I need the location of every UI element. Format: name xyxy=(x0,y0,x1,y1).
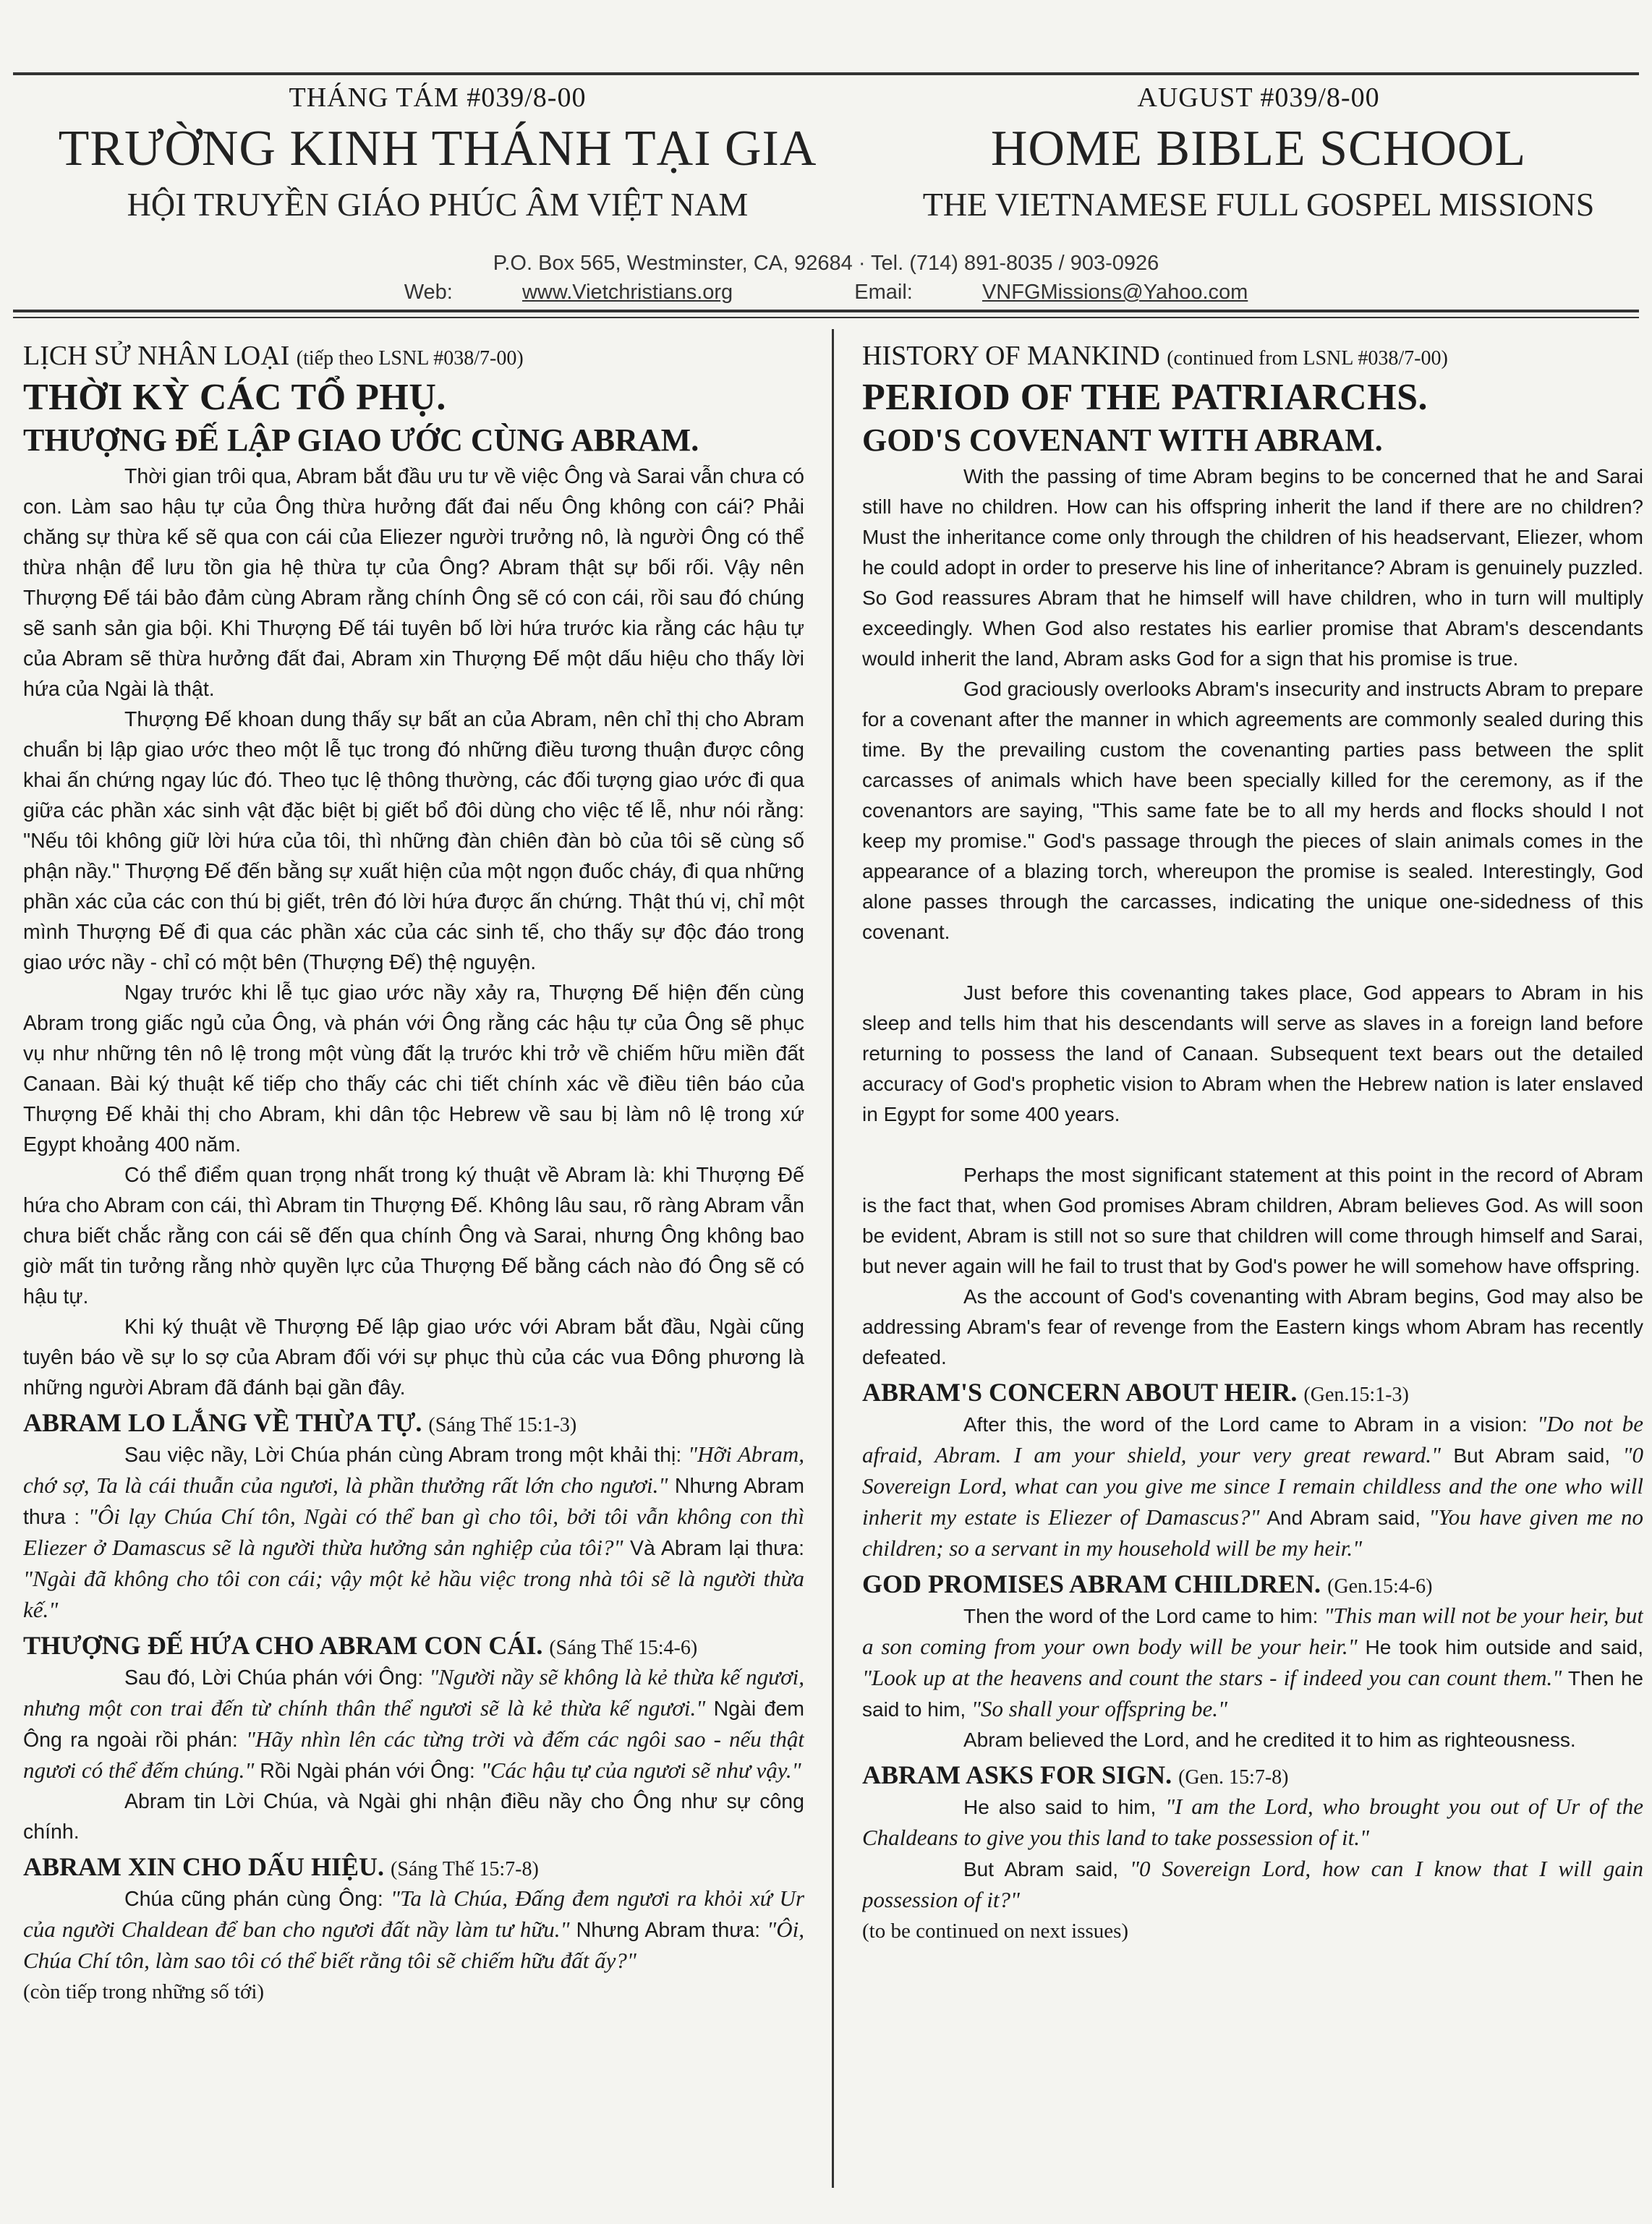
section-ref-en-1: (Gen.15:1-3) xyxy=(1303,1384,1409,1406)
series-note-vi: (tiếp theo LSNL #038/7-00) xyxy=(296,347,524,370)
section-text-en-2 xyxy=(862,1601,1643,1725)
quote-part: "Người nầy sẽ không là kẻ thừa kế ngươi, nhưng một con trai đến từ chính thân thể ngươi sẽ là kẻ thừa kế ngươi." xyxy=(23,1664,804,1721)
section-heading-en-1 xyxy=(862,1377,1643,1407)
text-part: Nhưng Abram thưa : xyxy=(23,1475,804,1529)
text-part: After this, the word of the Lord came to Abram in a vision: xyxy=(963,1413,1538,1436)
top-rule xyxy=(13,72,1639,75)
period-heading-vi: THỜI KỲ CÁC TỔ PHỤ. xyxy=(23,377,446,418)
school-title-vi: TRƯỜNG KINH THÁNH TẠI GIA xyxy=(58,121,817,176)
school-title-en: HOME BIBLE SCHOOL xyxy=(990,121,1527,176)
text-part: And Abram said, xyxy=(1259,1507,1429,1529)
quote-part: "Ôi, Chúa Chí tôn, làm sao tôi có thể biết rằng tôi sẽ chiếm hữu đất ấy?" xyxy=(23,1917,804,1973)
section-ref-vi-3: (Sáng Thế 15:7-8) xyxy=(391,1858,539,1880)
section-title-vi-1: ABRAM LO LẮNG VỀ THỪA TỰ. xyxy=(23,1408,422,1437)
series-title-en: HISTORY OF MANKIND xyxy=(862,341,1160,371)
quote-part: "0 Sovereign Lord, what can you give me since I remain childless and the one who will inherit my estate is Eliezer of Damascus?" xyxy=(862,1442,1643,1530)
section-ref-en-3: (Gen. 15:7-8) xyxy=(1178,1766,1289,1789)
section-title-en-1: ABRAM'S CONCERN ABOUT HEIR. xyxy=(862,1378,1298,1407)
text-part: He took him outside and said, xyxy=(1357,1636,1643,1658)
paragraph-vi-4: Có thể điểm quan trọng nhất trong ký thuật về Abram là: khi Thượng Đế hứa cho Abram con cái, thì Abram tin Thượng Đế. Không lâu sau, rõ ràng Abram vẫn chưa biết chắc rằng con cái sẽ đến qua chính Ông và Sarai, nhưng Ông không bao giờ mất tin tưởng rằng nhờ quyền lực của Thượng Đế bằng cách nào đó Ông sẽ có hậu tự. xyxy=(23,1164,804,1308)
section-text-vi-1 xyxy=(23,1439,804,1626)
quote-part: "Ôi lạy Chúa Chí tôn, Ngài có thể ban gì cho tôi, bởi tôi vẫn không con thì Eliezer ở Damascus sẽ là người thừa hưởng sản nghiệp của tôi?" xyxy=(23,1504,804,1560)
quote-part: "Hãy nhìn lên các từng trời và đếm các ngôi sao - nếu thật ngươi có thể đếm chúng." xyxy=(23,1726,804,1783)
web-contact xyxy=(0,281,1652,304)
paragraph-en-3: Just before this covenanting takes place, God appears to Abram in his sleep and tells him that his descendants will serve as slaves in a foreign land before returning to possess the land of Canaan. Subsequent text bears out the detailed accuracy of God's prophetic vision to Abram when the Hebrew nation is later enslaved in Egypt for some 400 years. xyxy=(862,981,1643,1125)
section-text-vi-3 xyxy=(23,1883,804,1977)
paragraph-vi-1: Thời gian trôi qua, Abram bắt đầu ưu tư về việc Ông và Sarai vẫn chưa có con. Làm sao hậu tự của Ông thừa hưởng đất đai nếu Ông không con cái? Phải chăng sự thừa kế sẽ qua con cái của Eliezer người trưởng nô, là người Ông có thể thừa nhận để lưu tồn gia hệ thừa tự của Ông? Abram thật sự bối rối. Vậy nên Thượng Đế tái bảo đảm cùng Abram rằng chính Ông sẽ có con cái, rồi sau đó chúng sẽ sanh sản gia bội. Khi Thượng Đế tái tuyên bố lời hứa trước kia rằng các hậu tự của Abram sẽ thừa hưởng đất đai, Abram xin Thượng Đế một dấu hiệu cho thấy lời hứa của Ngài là thật. xyxy=(23,465,804,701)
text-part: Ngài đem Ông ra ngoài rồi phán: xyxy=(23,1697,804,1752)
quote-part: "0 Sovereign Lord, how can I know that I will gain possession of it?" xyxy=(862,1856,1643,1912)
quote-part: "So shall your offspring be." xyxy=(971,1696,1228,1721)
section-ref-vi-1: (Sáng Thế 15:1-3) xyxy=(428,1414,577,1436)
continued-note-en: (to be continued on next issues) xyxy=(862,1920,1129,1943)
section-title-vi-3: ABRAM XIN CHO DẤU HIỆU. xyxy=(23,1852,385,1881)
section-heading-en-2 xyxy=(862,1569,1643,1599)
text-part: Then the word of the Lord came to him: xyxy=(963,1605,1324,1627)
org-name-vi: HỘI TRUYỀN GIÁO PHÚC ÂM VIỆT NAM xyxy=(127,186,749,223)
section-text-vi-2 xyxy=(23,1662,804,1786)
quote-part: "Các hậu tự của ngươi sẽ như vậy." xyxy=(480,1758,801,1783)
postal-address: P.O. Box 565, Westminster, CA, 92684 · Tel. (714) 891-8035 / 903-0926 xyxy=(493,252,1159,275)
english-column xyxy=(862,340,1643,2191)
series-heading-vi xyxy=(23,340,804,372)
issue-month-vi: THÁNG TÁM #039/8-00 xyxy=(289,82,587,113)
text-part: Sau việc nầy, Lời Chúa phán cùng Abram trong một khải thị: xyxy=(124,1444,689,1467)
text-part: Then he said to him, xyxy=(862,1667,1643,1721)
paragraph-en-5: As the account of God's covenanting with Abram begins, God may also be addressing Abram's fear of revenge from the Eastern kings whom Abram has recently defeated. xyxy=(862,1285,1643,1368)
quote-part: "You have given me no children; so a servant in my household will be my heir." xyxy=(862,1504,1643,1561)
text-part: Sau đó, Lời Chúa phán với Ông: xyxy=(124,1666,430,1690)
text-part: Chúa cũng phán cùng Ông: xyxy=(124,1888,391,1911)
section-text-en-1 xyxy=(862,1409,1643,1564)
masthead-rule-2 xyxy=(13,317,1639,318)
paragraph-vi-3: Ngay trước khi lễ tục giao ước nầy xảy ra, Thượng Đế hiện đến cùng Abram trong giấc ngủ của Ông, và phán với Ông rằng các hậu tự của Ông sẽ phục vụ như những tên nô lệ trong một vùng đất lạ trước khi trở về chiếm hữu miền đất Canaan. Bài ký thuật kế tiếp cho thấy các chi tiết chính xác về điều tiên báo của Thượng Đế khải thị cho Abram, khi dân tộc Hebrew về sau bị làm nô lệ trong xứ Egypt khoảng 400 năm. xyxy=(23,981,804,1156)
section-heading-en-3 xyxy=(862,1760,1643,1790)
section-ref-vi-2: (Sáng Thế 15:4-6) xyxy=(549,1637,698,1659)
quote-part: "Ta là Chúa, Đấng đem ngươi ra khỏi xứ Ur của người Chaldean để ban cho ngươi đất nầy làm tư hữu." xyxy=(23,1886,804,1942)
email-link[interactable]: VNFGMissions@Yahoo.com xyxy=(982,281,1248,304)
masthead xyxy=(0,80,1652,311)
section-title-en-2: GOD PROMISES ABRAM CHILDREN. xyxy=(862,1569,1321,1598)
masthead-english xyxy=(875,80,1642,227)
web-block xyxy=(375,281,762,304)
quote-part: "Look up at the heavens and count the stars - if indeed you can count them." xyxy=(862,1665,1562,1690)
series-heading-en xyxy=(862,340,1643,372)
section-text-en-3 xyxy=(862,1791,1643,1854)
period-heading-en: PERIOD OF THE PATRIARCHS. xyxy=(862,377,1428,418)
text-part: Rồi Ngài phán với Ông: xyxy=(254,1760,481,1783)
masthead-vietnamese xyxy=(22,80,853,227)
section-title-vi-2: THƯỢNG ĐẾ HỨA CHO ABRAM CON CÁI. xyxy=(23,1631,543,1660)
text-part: He also said to him, xyxy=(963,1796,1166,1818)
paragraph-en-4: Perhaps the most significant statement at this point in the record of Abram is the fact that, when God promises Abram children, Abram believes God. As will soon be evident, Abram is still not so sure that children will come through himself and Sarai, but never again will he fail to trust that by God's power he will somehow have offspring. xyxy=(862,1164,1643,1277)
text-part: Nhưng Abram thưa: xyxy=(569,1919,767,1942)
covenant-heading-en: GOD'S COVENANT WITH ABRAM. xyxy=(862,422,1383,458)
section-heading-vi-1 xyxy=(23,1407,804,1438)
text-part: Và Abram lại thưa: xyxy=(623,1537,804,1560)
quote-part: "This man will not be your heir, but a son coming from your own body will be your heir." xyxy=(862,1603,1643,1659)
paragraph-en-1: With the passing of time Abram begins to be concerned that he and Sarai still have no children. How can his offspring inherit the land if there are no children? Must the inheritance come only through the children of his headservant, Eliezer, whom he could adopt in order to preserve his line of inheritance? Abram is genuinely puzzled. So God reassures Abram that he himself will have children, who in turn will multiply exceedingly. When God also restates his earlier promise that Abram's descendants would inherit the land, Abram asks God for a sign that his promise is true. xyxy=(862,465,1643,670)
quote-part: "Do not be afraid, Abram. I am your shield, your very great reward." xyxy=(862,1411,1643,1467)
section-text-en-2b: Abram believed the Lord, and he credited it to him as righteousness. xyxy=(963,1729,1576,1751)
section-title-en-3: ABRAM ASKS FOR SIGN. xyxy=(862,1760,1172,1789)
vietnamese-column xyxy=(23,340,804,2191)
masthead-rule-1 xyxy=(13,310,1639,312)
series-note-en: (continued from LSNL #038/7-00) xyxy=(1167,347,1448,370)
web-label: Web: xyxy=(404,281,453,304)
email-label: Email: xyxy=(854,281,913,304)
text-part: But Abram said, xyxy=(963,1858,1130,1880)
continued-note-vi: (còn tiếp trong những số tới) xyxy=(23,1980,265,2003)
section-heading-vi-2 xyxy=(23,1630,804,1661)
text-part: But Abram said, xyxy=(1441,1444,1623,1467)
quote-part: "I am the Lord, who brought you out of Ur of the Chaldeans to give you this land to take possession of it." xyxy=(862,1794,1643,1850)
section-heading-vi-3 xyxy=(23,1852,804,1882)
quote-part: "Ngài đã không cho tôi con cái; vậy một kẻ hầu việc trong nhà tôi sẽ là người thừa kế." xyxy=(23,1566,804,1622)
column-divider xyxy=(832,329,834,2188)
email-block xyxy=(825,281,1277,304)
covenant-heading-vi: THƯỢNG ĐẾ LẬP GIAO ƯỚC CÙNG ABRAM. xyxy=(23,422,699,458)
website-link[interactable]: www.Vietchristians.org xyxy=(521,281,733,304)
paragraph-vi-2: Thượng Đế khoan dung thấy sự bất an của Abram, nên chỉ thị cho Abram chuẩn bị lập giao ước theo một lễ tục trong đó những điều tương thuận được công khai ấn chứng ngay lúc đó. Theo tục lệ thông thường, các đối tượng giao ước đi qua giữa các phần xác sinh vật đặc biệt bị giết bổ đôi dùng cho việc tế lễ, như nói rằng: "Nếu tôi không giữ lời hứa của tôi, thì những đàn chiên đàn bò của tôi sẽ cùng số phận nầy." Thượng Đế đến bằng sự xuất hiện của một ngọn đuốc cháy, đi qua những phần xác của các con thú bị giết, trên đó lời hứa được ấn chứng. Thật thú vị, chỉ một mình Thượng Đế đi qua các phần xác của các sinh tế, cho thấy sự độc đáo trong giao ước nầy - chỉ có một bên (Thượng Đế) thệ nguyện. xyxy=(23,708,804,974)
paragraph-vi-5: Khi ký thuật về Thượng Đế lập giao ước với Abram bắt đầu, Ngài cũng tuyên báo về sự lo sợ của Abram đối với sự phục thù của các vua Đông phương là những người Abram đã đánh bại gần đây. xyxy=(23,1316,804,1399)
paragraph-en-2: God graciously overlooks Abram's insecurity and instructs Abram to prepare for a covenant after the manner in which agreements are commonly sealed during this time. By the prevailing custom the covenanting parties pass between the split carcasses of animals which have been specially killed for the ceremony, as if the covenantors are saying, "This same fate be to all my herds and flocks should I not keep my promise." God's passage through the pieces of slain animals comes in the appearance of a blazing torch, whereupon the promise is sealed. Interestingly, God alone passes through the carcasses, indicating the unique one-sidedness of this covenant. xyxy=(862,678,1643,943)
section-ref-en-2: (Gen.15:4-6) xyxy=(1327,1575,1433,1598)
section-text-vi-2b: Abram tin Lời Chúa, và Ngài ghi nhận điều nầy cho Ông như sự công chính. xyxy=(23,1790,804,1844)
issue-month-en: AUGUST #039/8-00 xyxy=(1137,82,1380,113)
quote-part: "Hỡi Abram, chớ sợ, Ta là cái thuẫn của ngươi, là phần thưởng rất lớn cho ngươi." xyxy=(23,1441,804,1498)
section-text-en-3b xyxy=(862,1854,1643,1916)
org-name-en: THE VIETNAMESE FULL GOSPEL MISSIONS xyxy=(922,186,1595,223)
series-title-vi: LỊCH SỬ NHÂN LOẠI xyxy=(23,341,290,371)
